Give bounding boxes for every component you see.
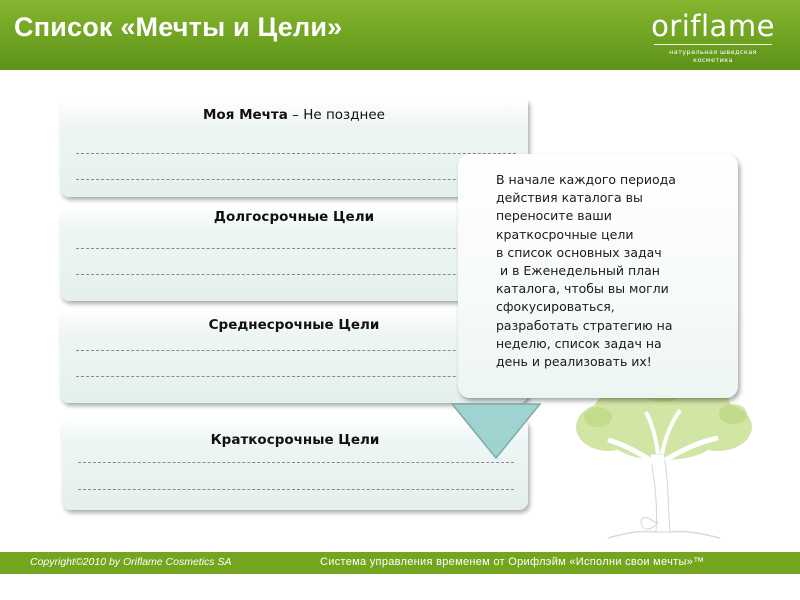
long-term-card-title-bold: Долгосрочные Цели [213, 209, 375, 225]
footer-tagline: Система управления временем от Орифлэйм «Исполни свои мечты»™ [320, 556, 705, 568]
logo-divider [654, 44, 772, 45]
logo-tagline: натуральная шведская косметика [669, 48, 757, 64]
logo-wordmark: oriflame [651, 9, 775, 43]
short-term-card-title-bold: Краткосрочные Цели [210, 432, 380, 448]
dream-line-2 [76, 179, 516, 180]
mid-term-line-2 [76, 376, 516, 377]
callout-line: краткосрочные цели [496, 226, 634, 242]
footer-copyright: Copyright©2010 by Oriflame Cosmetics SA [30, 556, 232, 568]
short-term-line-2 [78, 489, 514, 490]
dream-card-title-rest: – Не позднее [287, 107, 385, 123]
callout-line: переносите ваши [496, 208, 612, 224]
callout-line: и в Еженедельный план [496, 263, 660, 279]
callout-text [496, 171, 726, 371]
callout-line: день и реализовать их! [496, 354, 652, 370]
dream-card-title [60, 107, 528, 123]
footer-bar [0, 552, 800, 574]
callout-line: в список основных задач [496, 244, 662, 260]
mid-term-line-1 [76, 350, 516, 351]
mid-term-card-title-bold: Среднесрочные Цели [208, 317, 380, 333]
callout-line: разработать стратегию на [496, 317, 673, 333]
callout-line: неделю, список задач на [496, 335, 662, 351]
down-arrow-icon [450, 400, 542, 462]
header-bar [0, 0, 800, 70]
dream-card-title-bold: Моя Мечта [203, 107, 288, 123]
info-callout [458, 154, 738, 398]
short-term-line-1 [78, 462, 514, 463]
callout-line: действия каталога вы [496, 190, 643, 206]
dream-line-1 [76, 153, 516, 154]
long-term-line-1 [76, 248, 516, 249]
callout-line: каталога, чтобы вы могли [496, 281, 669, 297]
callout-line: сфокусироваться, [496, 299, 615, 315]
callout-line: В начале каждого периода [496, 172, 676, 187]
long-term-line-2 [76, 274, 516, 275]
oriflame-logo [648, 10, 778, 64]
page-title: Список «Мечты и Цели» [14, 12, 343, 42]
